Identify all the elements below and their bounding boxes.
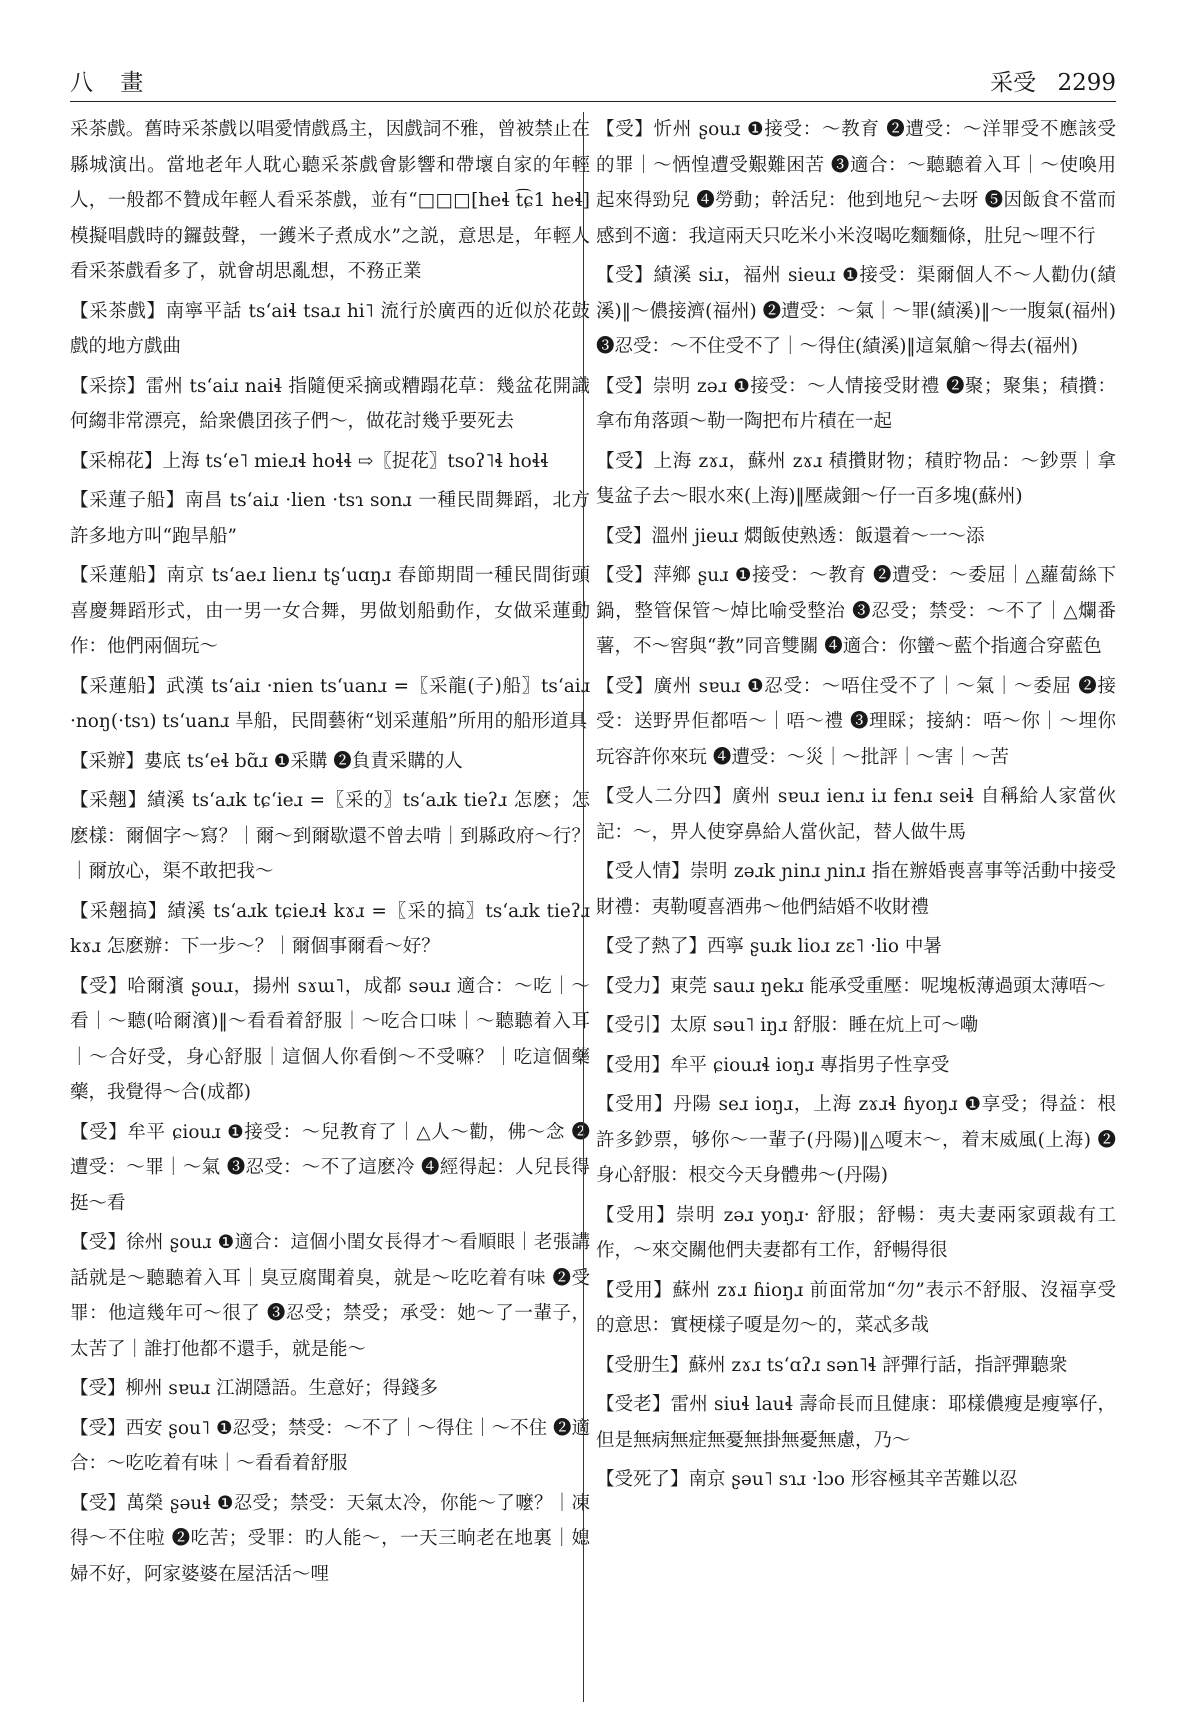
dictionary-entry: 【受用】崇明 zəɹ yoŋɹ· 舒服；舒暢：夷夫妻兩家頭裁有工作，～來交關他們夫妻都有工作，舒暢得很: [596, 1204, 1116, 1261]
dictionary-entry: 【采辦】婁底 tsʻeɬ bɑ̃ɹ ❶采購 ❷負責采購的人: [70, 750, 463, 772]
dictionary-entry: 【受人情】崇明 zəɹk ɲinɹ ɲinɹ 指在辦婚喪喜事等活動中接受財禮：夷勒嗄喜酒弗～他們結婚不收財禮: [596, 861, 1116, 918]
dictionary-entry: 【受老】雷州 siuɬ lauɬ 壽命長而且健康：耶樣儂瘦是瘦寧仔，但是無病無症無憂無掛無憂無慮，乃～: [596, 1394, 1116, 1451]
right-column: [596, 112, 1116, 1702]
dictionary-entry: 【受】徐州 ʂouɹ ❶適合：這個小閨女長得才～看順眼｜老張講話就是～聽聽着入耳｜臭豆腐聞着臭，就是～吃吃着有味 ❷受罪：他這幾年可～很了 ❸忍受；禁受；承受：她～了一輩子，太苦了｜誰打他都不還手，就是能～: [70, 1232, 590, 1360]
dictionary-entry: 【采翹】績溪 tsʻaɹk tɕʻieɹ =〖采的〗tsʻaɹk tieʔɹ 怎麽；怎麽樣：爾個字～寫？｜爾～到爾歇還不曾去啃｜到縣政府～行？｜爾放心，渠不敢把我～: [70, 790, 590, 882]
dictionary-entry: 【采茶戲】南寧平話 tsʻaiɬ tsaɹ hi˥ 流行於廣西的近似於花鼓戲的地方戲曲: [70, 300, 590, 357]
dictionary-entry: 【受】廣州 sɐuɹ ❶忍受：～唔住受不了｜～氣｜～委屈 ❷接受：送野畀佢都唔～｜唔～禮 ❸理睬；接納：唔～你｜～埋你玩容許你來玩 ❹遭受：～災｜～批評｜～害｜～苦: [596, 675, 1116, 768]
page-number: 2299: [1057, 70, 1116, 96]
dictionary-entry: 【受册生】蘇州 zɤɹ tsʻɑʔɹ sən˥ɬ 評彈行話，指評彈聽衆: [596, 1354, 1068, 1376]
running-headword: 采受: [990, 70, 1037, 96]
page-header: [70, 58, 1116, 102]
dictionary-entry: 【受用】牟平 ɕiouɹɬ ioŋɹ 專指男子性享受: [596, 1054, 950, 1076]
dictionary-entry: 【采翹搞】績溪 tsʻaɹk tɕieɹɬ kɤɹ =〖采的搞〗tsʻaɹk tieʔɹ kɤɹ 怎麽辦：下一步～？｜爾個事爾看～好？: [70, 900, 590, 957]
dictionary-entry: 【受】萬榮 ʂəuɬ ❶忍受；禁受：天氣太冷，你能～了嚒？｜凍得～不住啦 ❷吃苦；受罪：旳人能～，一天三晌老在地裏｜媳婦不好，阿家婆婆在屋活活～哩: [70, 1492, 590, 1585]
column-divider: [583, 112, 584, 1702]
dictionary-entry: 【采棉花】上海 tsʻe˥ mieɹɬ hoɬɬ ⇨〖捉花〗tsoʔ˥ɬ hoɬɬ: [70, 450, 549, 472]
section-title: 八 畫: [70, 70, 154, 96]
dictionary-entry: 【受人二分四】廣州 sɐuɹ ienɹ iɹ fenɹ seiɬ 自稱給人家當伙記：～，畀人使穿鼻給人當伙記，替人做牛馬: [596, 786, 1116, 843]
dictionary-entry: 【受】忻州 ʂouɹ ❶接受：～教育 ❷遭受：～洋罪受不應該受的罪｜～恓惶遭受艱難困苦 ❸適合：～聽聽着入耳｜～使喚用起來得勁兒 ❹勞動；幹活兒：他到地兒～去呀 ❺因飯食不當而感到不適：我這兩天只吃米小米沒喝吃麵麵條，肚兒～哩不行: [596, 119, 1116, 247]
left-column: [70, 112, 590, 1702]
dictionary-entry: 【受】溫州 jieuɹ 燜飯使熟透：飯還着～一～添: [596, 525, 985, 547]
dictionary-entry: 【受】崇明 zəɹ ❶接受：～人情接受財禮 ❷聚；聚集；積攢：拿布角落頭～勒一陶把布片積在一起: [596, 375, 1116, 432]
dictionary-entry: 【受】牟平 ɕiouɹ ❶接受：～兒教育了｜△人～勸，佛～念 ❷遭受：～罪｜～氣 ❸忍受：～不了這麽冷 ❹經得起：人兒長得挺～看: [70, 1121, 590, 1214]
dictionary-entry: 【采蓮子船】南昌 tsʻaiɹ ·lien ·tsɿ sonɹ 一種民間舞蹈，北方許多地方叫“跑旱船”: [70, 490, 590, 547]
dictionary-entry: 【受用】丹陽 seɹ ioŋɹ，上海 zɤɹɬ ɦyoŋɹ ❶享受；得益：根許多鈔票，够你～一輩子(丹陽)‖△嗄末～，着末威風(上海) ❷身心舒服：根交今天身體弗～(丹陽): [596, 1094, 1116, 1186]
dictionary-entry: 【受】上海 zɤɹ，蘇州 zɤɹ 積攢財物；積貯物品：～鈔票｜拿隻盆子去～眼水來(上海)‖壓歲鈿～仔一百多塊(蘇州): [596, 450, 1116, 507]
dictionary-entry: 【受了熱了】西寧 ʂuɹk lioɹ zɛ˥ ·lio 中暑: [596, 936, 942, 957]
dictionary-entry: 【受用】蘇州 zɤɹ ɦioŋɹ 前面常加“勿”表示不舒服、沒福享受的意思：實梗樣子嗄是勿～的，菜忒多哉: [596, 1279, 1116, 1336]
dictionary-entry: 【受】柳州 sɐuɹ 江湖隱語。生意好；得錢多: [70, 1378, 438, 1399]
dictionary-entry: 【受】哈爾濱 ʂouɹ，揚州 sɤɯ˥，成都 səuɹ 適合：～吃｜～看｜～聽(哈爾濱)‖～看看着舒服｜～吃合口味｜～聽聽着入耳｜～合好受，身心舒服｜這個人你看倒～不受嘛？｜吃這個藥藥，我覺得～合(成都): [70, 975, 590, 1103]
dictionary-entry: 【受】萍鄉 ʂuɹ ❶接受：～教育 ❷遭受：～委屈｜△蘿蔔絲下鍋，整管保管～焯比喻受整治 ❸忍受；禁受：～不了｜△爛番薯，不～窖與“教”同音雙關 ❹適合：你蠻～藍个指適合穿藍色: [596, 565, 1116, 657]
dictionary-entry: 【采蓮船】南京 tsʻaeɹ lienɹ tʂʻuɑŋɹ 春節期間一種民間街頭喜慶舞蹈形式，由一男一女合舞，男做划船動作，女做采蓮動作：他們兩個玩～: [70, 565, 590, 657]
dictionary-entry: 【受】績溪 siɹ，福州 sieuɹ ❶接受：渠爾個人不～人勸仂(績溪)‖～儂接濟(福州) ❷遭受：～氣｜～罪(績溪)‖～一腹氣(福州) ❸忍受：～不住受不了｜～得住(績溪)‖這氣艙～得去(福州): [596, 265, 1116, 357]
dictionary-entry: 【受死了】南京 ʂəu˥ sɿɹ ·lɔo 形容極其辛苦難以忍: [596, 1469, 1018, 1490]
dictionary-entry: 【受力】東莞 sauɹ ŋekɹ 能承受重壓：呢塊板薄過頭太薄唔～: [596, 975, 1106, 997]
dictionary-entry: 【受】西安 ʂou˥ ❶忍受；禁受：～不了｜～得住｜～不住 ❷適合：～吃吃着有味｜～看看着舒服: [70, 1417, 590, 1474]
dictionary-entry: 【采捺】雷州 tsʻaiɹ naiɬ 指隨便采摘或糟蹋花草：幾盆花開識何縐非常漂亮，給衆儂囝孩子們～，做花討幾乎要死去: [70, 375, 590, 432]
dictionary-entry: 【采蓮船】武漢 tsʻaiɹ ·nien tsʻuanɹ =〖采龍(子)船〗tsʻaiɹ ·noŋ(·tsɿ) tsʻuanɹ 旱船，民間藝術“划采蓮船”所用的船形道具: [70, 675, 590, 732]
header-rule: [70, 101, 1116, 102]
page-headword-and-number: [976, 64, 1116, 97]
dictionary-entry: 【受引】太原 səu˥ iŋɹ 舒服：睡在炕上可～嘞: [596, 1015, 979, 1036]
dictionary-entry: 采茶戲。舊時采茶戲以唱愛情戲爲主，因戲詞不雅，曾被禁止在縣城演出。當地老年人耽心聽采茶戲會影響和帶壞自家的年輕人，一般都不贊成年輕人看采茶戲，並有“□□□[heɬ t͡ɕ1 heɬ]模擬唱戲時的鑼鼓聲，一鑊米子煮成水”之説，意思是，年輕人看采茶戲看多了，就會胡思亂想，不務正業: [70, 119, 590, 282]
